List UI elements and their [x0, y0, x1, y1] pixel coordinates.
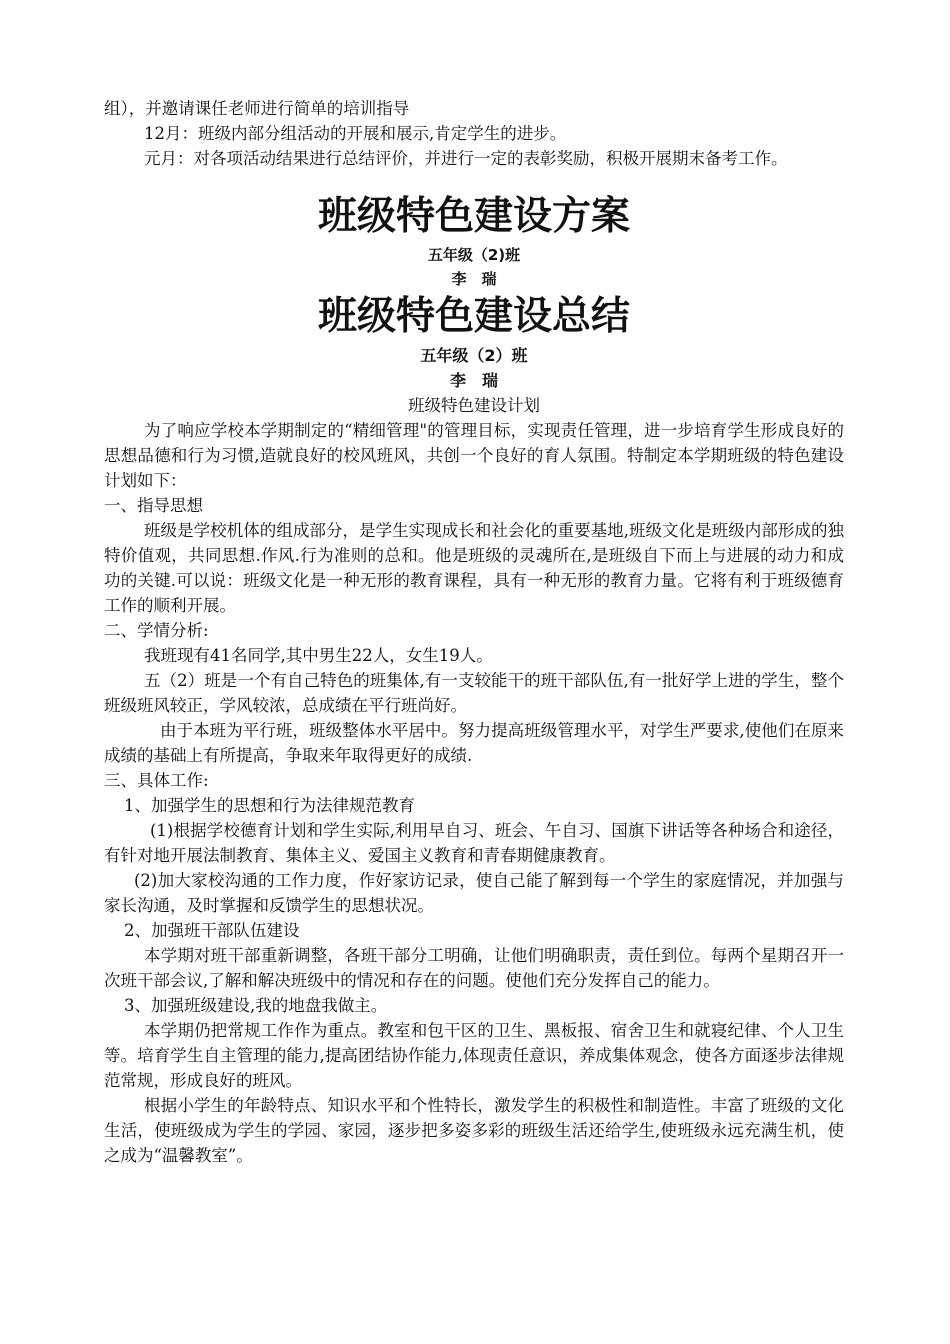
work-item-paragraph: (2)加大家校沟通的工作力度，作好家访记录，使自己能了解到每一个学生的家庭情况，并加强与家长沟通，及时掌握和反馈学生的思想状况。 [104, 871, 844, 915]
intro-line: 元月：对各项活动结果进行总结评价，并进行一定的表彰奖励，积极开展期末备考工作。 [144, 149, 788, 168]
intro-line: 12月：班级内部分组活动的开展和展示,肯定学生的进步。 [144, 124, 567, 143]
plan-heading-class: 五年级（2)班 [427, 246, 521, 264]
opening-paragraph: 为了响应学校本学期制定的“精细管理"的管理目标，实现责任管理，进一步培育学生形成良好的思想品德和行为习惯,造就良好的校风班风，共创一个良好的育人氛围。特制定本学期班级的特色建设计划如下： [104, 421, 844, 490]
work-item-paragraph: 根据小学生的年龄特点、知识水平和个性特长，激发学生的积极性和制造性。丰富了班级的文化生活，使班级成为学生的学园、家园，逐步把多姿多彩的班级生活还给学生,使班级永远充满生机，使之成为“温馨教室”。 [104, 1096, 844, 1165]
section-title: 三、具体工作: [104, 771, 209, 790]
summary-heading-class: 五年级（2）班 [420, 346, 528, 365]
section-paragraph: 五（2）班是一个有自己特色的班集体,有一支较能干的班干部队伍,有一批好学上进的学生，整个班级班风较正，学风较浓，总成绩在平行班尚好。 [104, 671, 844, 715]
intro-line: 组），并邀请课任老师进行简单的培训指导 [104, 99, 410, 118]
section-paragraph: 班级是学校机体的组成部分，是学生实现成长和社会化的重要基地,班级文化是班级内部形成的独特价值观，共同思想.作风.行为准则的总和。他是班级的灵魂所在,是班级自下而上与进展的动力和成功的关键.可以说：班级文化是一种无形的教育课程，具有一种无形的教育力量。它将有利于班级德育工作的顺利开展。 [104, 521, 844, 615]
plan-subtitle: 班级特色建设计划 [408, 396, 540, 415]
section-title: 一、指导思想 [104, 496, 203, 515]
plan-heading-author: 李 瑞 [451, 270, 497, 288]
section-paragraph: 由于本班为平行班，班级整体水平居中。努力提高班级管理水平，对学生严要求,使他们在原来成绩的基础上有所提高，争取来年取得更好的成绩. [104, 721, 844, 765]
work-item-paragraph: (1)根据学校德育计划和学生实际,利用早自习、班会、午自习、国旗下讲话等各种场合和途径，有针对地开展法制教育、集体主义、爱国主义教育和青春期健康教育。 [104, 821, 844, 865]
work-item-title: 1、加强学生的思想和行为法律规范教育 [124, 796, 415, 815]
document-page [104, 96, 844, 1168]
summary-heading-title: 班级特色建设总结 [317, 294, 630, 339]
section-paragraph: 我班现有41名同学,其中男生22人，女生19人。 [144, 646, 493, 665]
work-item-paragraph: 本学期对班干部重新调整，各班干部分工明确，让他们明确职责，责任到位。每两个星期召开一次班干部会议,了解和解决班级中的情况和存在的问题。使他们充分发挥自己的能力。 [104, 946, 844, 990]
section-title: 二、学情分析: [104, 621, 209, 640]
work-item-title: 2、加强班干部队伍建设 [124, 921, 300, 940]
plan-heading-title: 班级特色建设方案 [317, 194, 630, 239]
summary-heading-author: 李 瑞 [449, 371, 498, 390]
work-item-paragraph: 本学期仍把常规工作作为重点。教室和包干区的卫生、黑板报、宿舍卫生和就寝纪律、个人卫生等。培育学生自主管理的能力,提高团结协作能力,体现责任意识，养成集体观念，使各方面逐步法律规范常规，形成良好的班风。 [104, 1021, 844, 1090]
work-item-title: 3、加强班级建设,我的地盘我做主。 [124, 996, 388, 1015]
